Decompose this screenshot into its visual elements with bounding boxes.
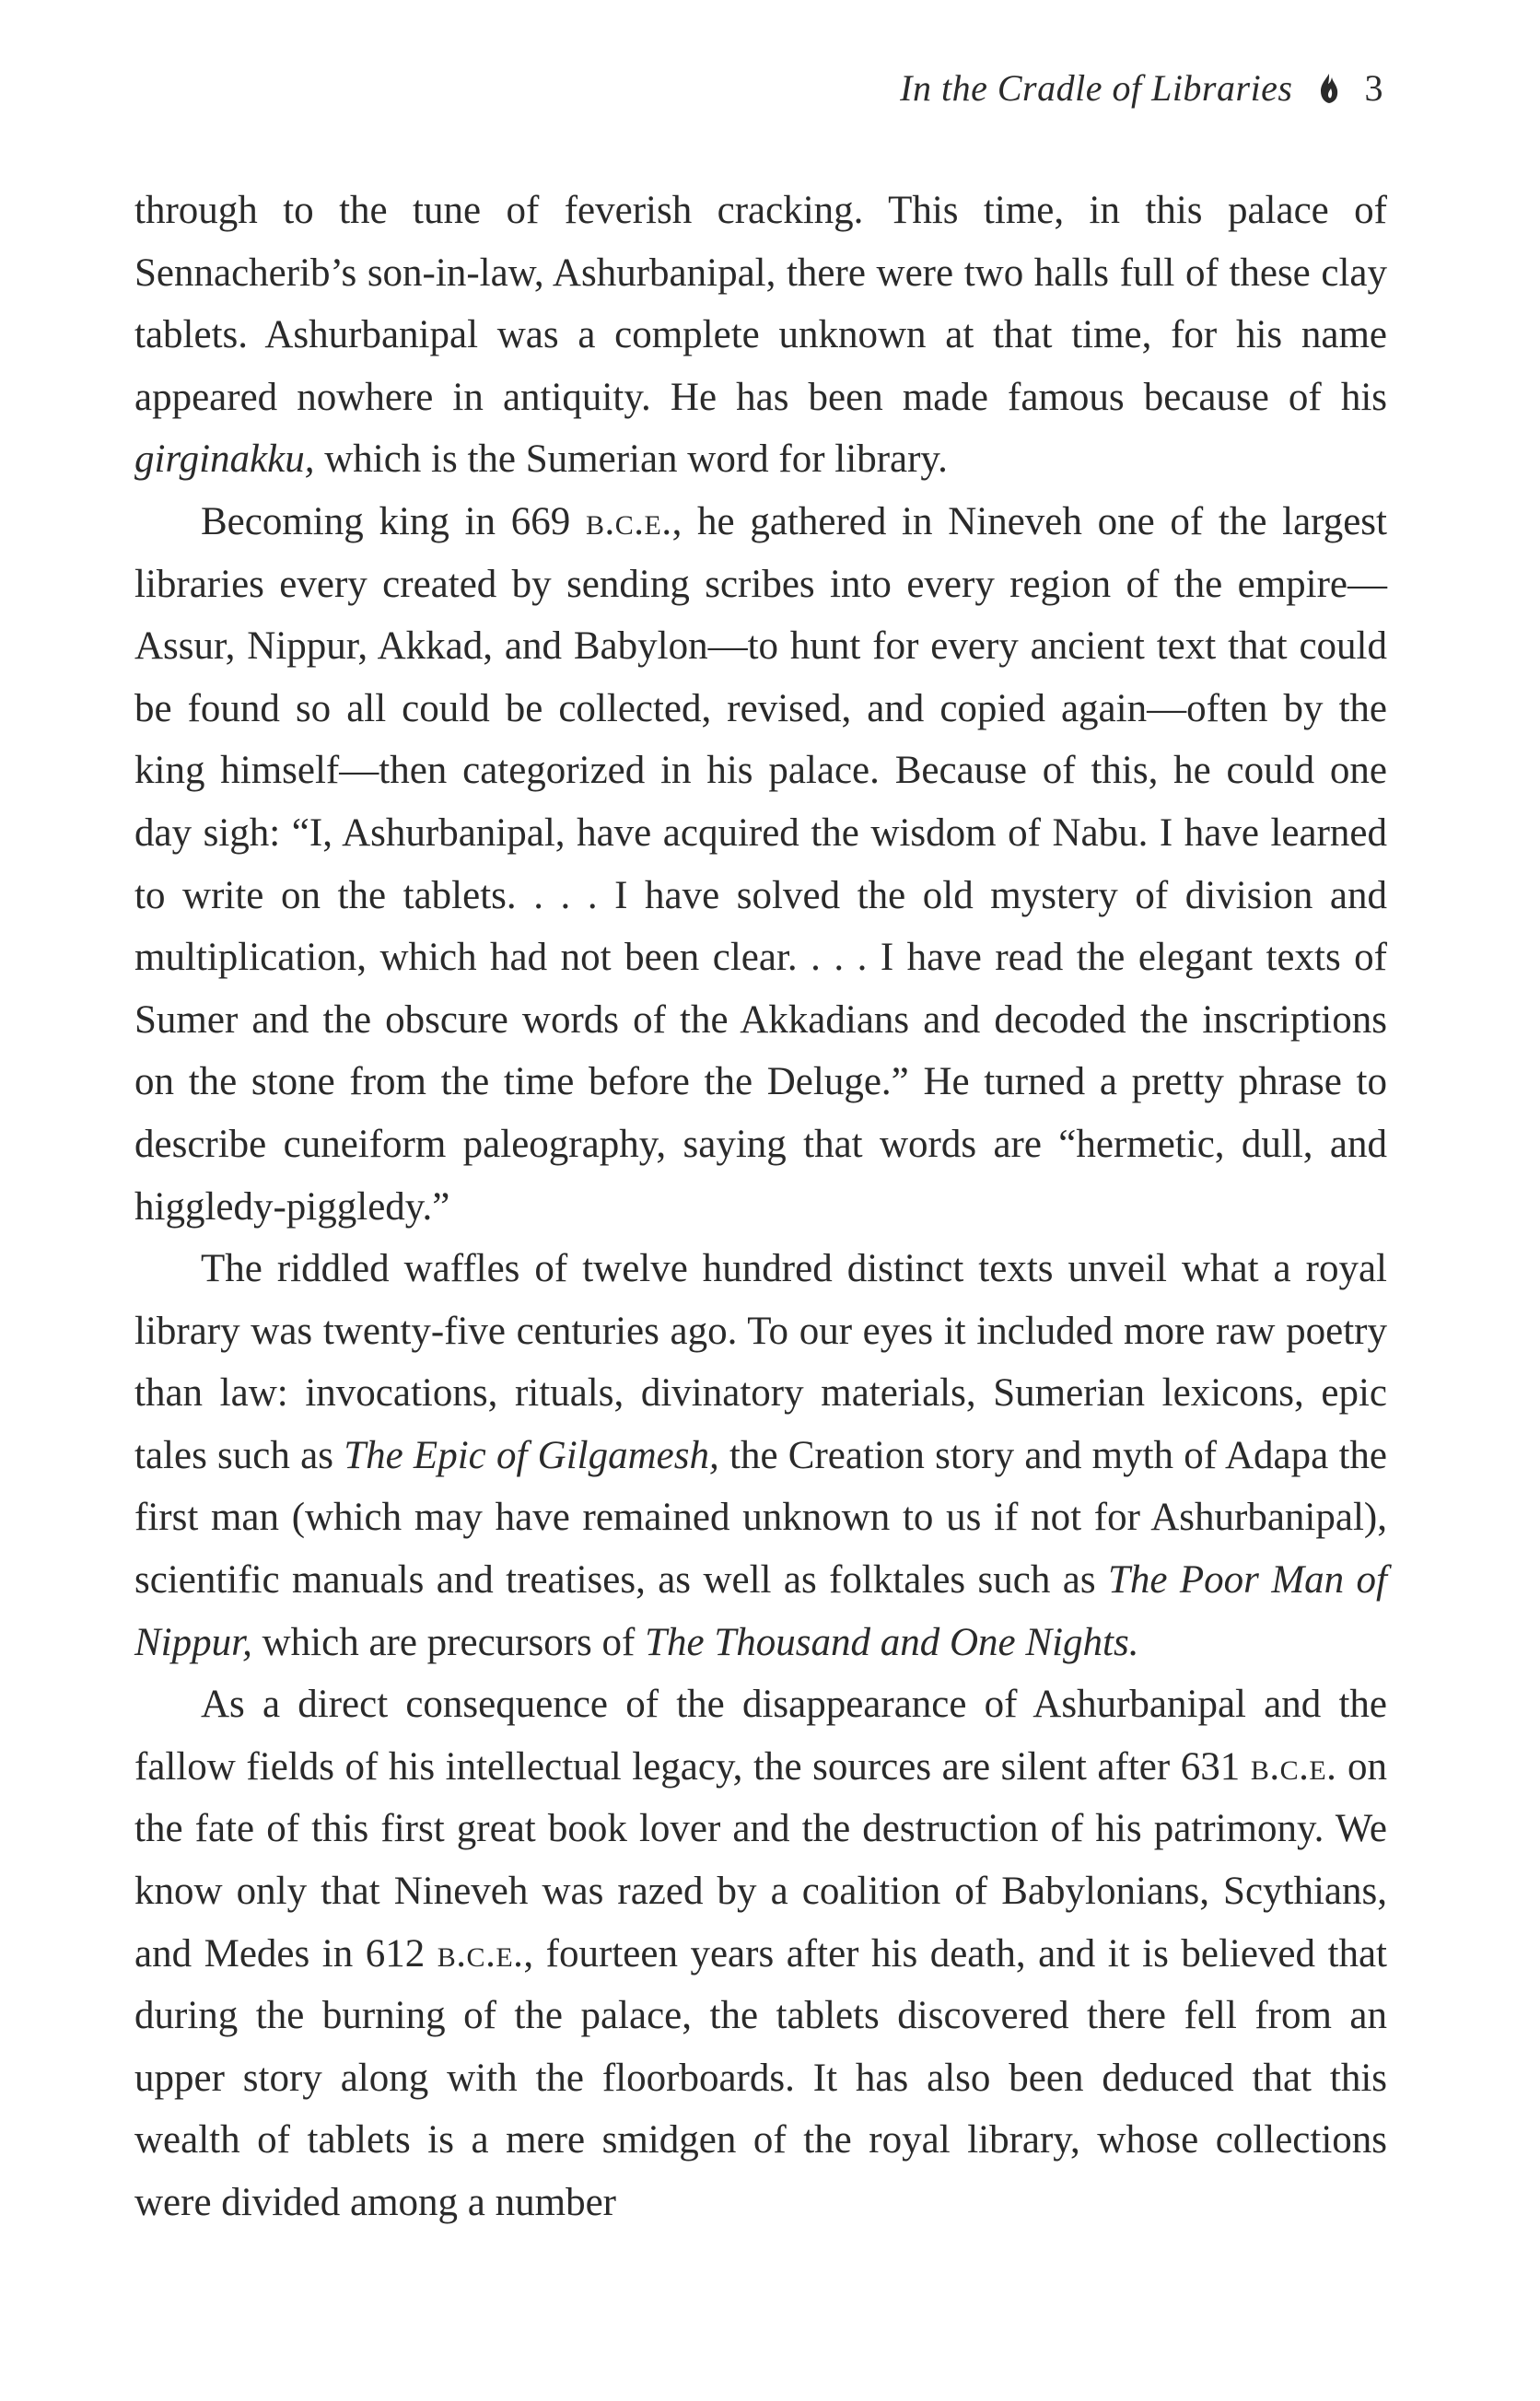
paragraph — [134, 1238, 1387, 1673]
text-segment: which is the Sumerian word for library. — [314, 437, 948, 482]
running-head-title: In the Cradle of Libraries — [900, 67, 1293, 109]
text-segment: As a direct consequence of the disappearance of Ashurbanipal and the fallow fields of his intellectual legacy, the sources are silent after 631 — [134, 1683, 1387, 1789]
era-abbreviation: b.c.e. — [1250, 1744, 1337, 1789]
text-segment: , he gathered in Nineveh one of the largest libraries every created by sending scribes into every region of the empire—Assur, Nippur, Akkad, and Babylon—to hunt for every ancient text that could be found so all could be collected, revised, and copied again—often by the king himself—then categorized in his palace. Because of this, he could one day sigh: “I, Ashurbanipal, have acquired the wisdom of Nabu. I have learned to write on the tablets. . . . I have solved the old mystery of division and multiplication, which had not been clear. . . . I have read the elegant texts of Sumer and the obscure words of the Akkadians and decoded the inscriptions on the stone from the time before the Deluge.” He turned a pretty phrase to describe cuneiform paleography, saying that words are “hermetic, dull, and higgledy-piggledy.” — [134, 499, 1387, 1229]
paragraph — [134, 180, 1387, 491]
italic-title: The Poor Man of Nippur, — [134, 1558, 1387, 1664]
text-segment: Becoming king in 669 — [201, 499, 586, 543]
text-segment: The riddled waffles of twelve hundred distinct texts unveil what a royal library was twenty-five centuries ago. To our eyes it included more raw poetry than law: invocations, rituals, divinatory materials, Sumerian lexicons, epic tales such as — [134, 1247, 1387, 1477]
text-segment: through to the tune of feverish cracking. This time, in this palace of Sennacherib’s son-in-law, Ashurbanipal, there were two halls full of these clay tablets. Ashurbanipal was a complete unknown at that time, for his name appeared nowhere in antiquity. He has been made famous because of his — [134, 189, 1387, 419]
text-segment: on the fate of this first great book lover and the destruction of his patrimony. We know only that Nineveh was razed by a coalition of Babylonians, Scythians, and Medes in 612 — [134, 1744, 1388, 1976]
era-abbreviation: b.c.e. — [585, 499, 672, 543]
text-segment: , fourteen years after his death, and it is believed that during the burning of the palace, the tablets discovered there fell from an upper story along with the floorboards. It has also been deduced that this wealth of tablets is a mere smidgen of the royal library, whose collections were divided among a number — [134, 1931, 1388, 2224]
era-abbreviation: b.c.e. — [437, 1931, 524, 1976]
italic-title: girginakku, — [134, 437, 315, 482]
italic-title: The Thousand and One Nights. — [645, 1620, 1139, 1664]
text-segment: which are precursors of — [251, 1620, 646, 1664]
text-segment: the Creation story and myth of Adapa the first man (which may have remained unknown to us if not for Ashurbanipal), scientific manuals and treatises, as well as folktales such as — [134, 1433, 1388, 1603]
body-text — [134, 180, 1387, 2234]
running-head — [900, 66, 1383, 110]
paragraph — [134, 1673, 1387, 2233]
flame-ornament-icon — [1317, 73, 1341, 104]
page-number: 3 — [1364, 67, 1383, 109]
paragraph — [134, 491, 1387, 1238]
italic-title: The Epic of Gilgamesh, — [344, 1433, 719, 1477]
